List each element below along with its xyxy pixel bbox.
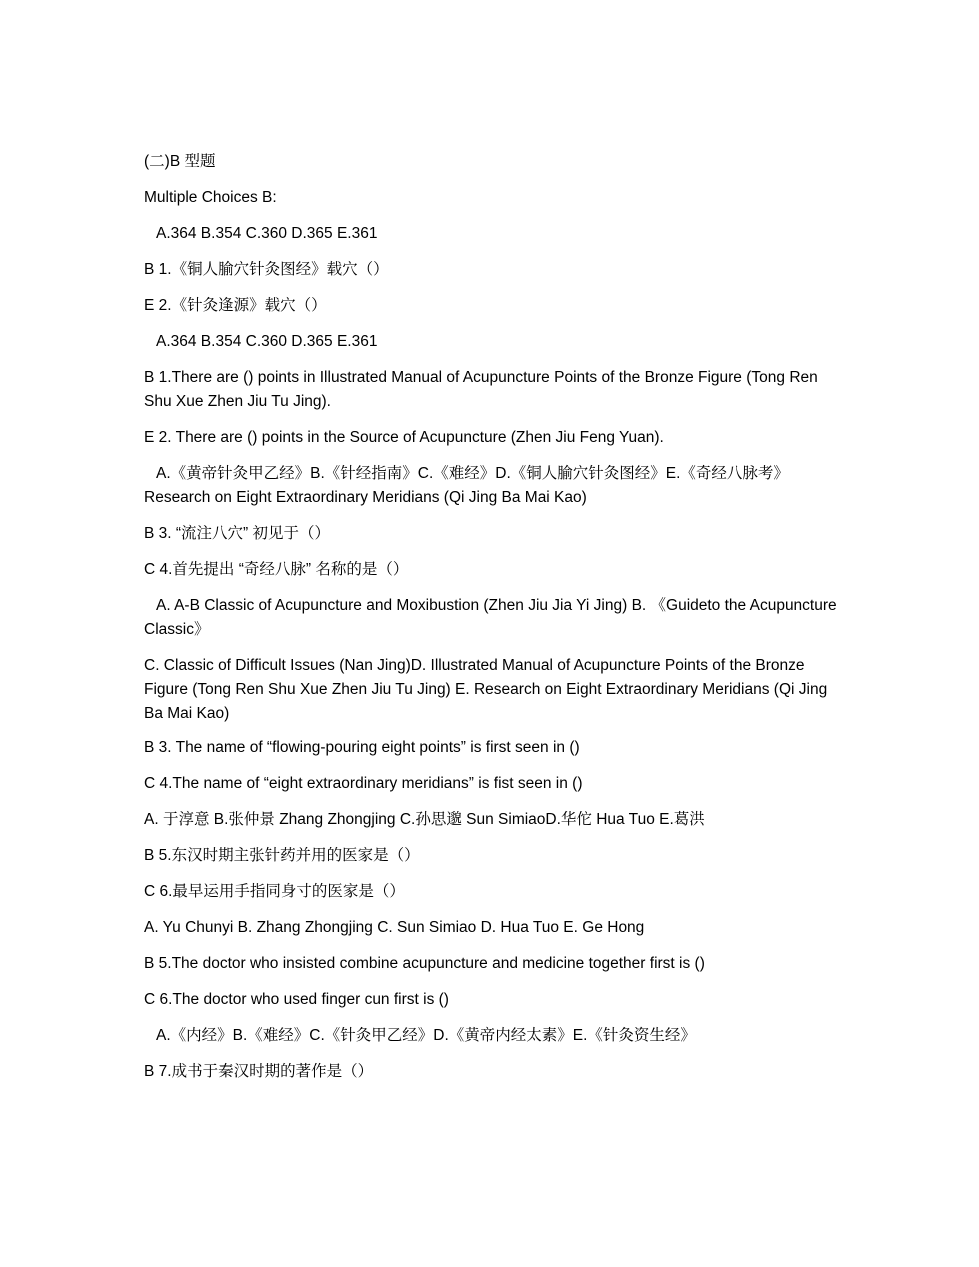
question-text: B 3. “流注八穴” 初见于（） — [144, 525, 331, 542]
question-text: B 5.东汉时期主张针药并用的医家是（） — [144, 847, 420, 864]
question-text: E 2. There are () points in the Source of Acupuncture (Zhen Jiu Feng Yuan). — [144, 429, 664, 446]
answer-options: A.364 B.354 C.360 D.365 E.361 — [156, 333, 378, 350]
answer-options: A.364 B.354 C.360 D.365 E.361 — [156, 225, 378, 242]
question-text: C 6.最早运用手指同身寸的医家是（） — [144, 883, 405, 900]
question-text: C 4.The name of “eight extraordinary meridians” is fist seen in () — [144, 775, 583, 792]
question-text: B 7.成书于秦汉时期的著作是（） — [144, 1063, 374, 1080]
question-text: C 6.The doctor who used finger cun first is () — [144, 991, 449, 1008]
answer-options: A. 于淳意 B.张仲景 Zhang Zhongjing C.孙思邈 Sun SimiaoD.华佗 Hua Tuo E.葛洪 — [144, 811, 705, 828]
answer-options: A.《内经》B.《难经》C.《针灸甲乙经》D.《黄帝内经太素》E.《针灸资生经》 — [156, 1027, 696, 1044]
question-text: E 2.《针灸逢源》载穴（） — [144, 297, 327, 314]
question-text: B 1.There are () points in Illustrated Manual of Acupuncture Points of the Bronze Figure (Tong Ren Shu Xue Zhen Jiu Tu Jing). — [144, 369, 818, 410]
answer-options: A. Yu Chunyi B. Zhang Zhongjing C. Sun Simiao D. Hua Tuo E. Ge Hong — [144, 919, 645, 936]
section-subheading: Multiple Choices B: — [144, 189, 277, 206]
answer-options: C. Classic of Difficult Issues (Nan Jing)D. Illustrated Manual of Acupuncture Points of the Bronze Figure (Tong Ren Shu Xue Zhen Jiu Tu Jing) E. Research on Eight Extraordinary Meridians (Qi Jing Ba Mai Kao) — [144, 657, 828, 722]
answer-options: A.《黄帝针灸甲乙经》B.《针经指南》C.《难经》D.《铜人腧穴针灸图经》E.《奇经八脉考》Research on Eight Extraordinary Meridians (Qi Jing Ba Mai Kao) — [144, 465, 789, 506]
question-text: B 1.《铜人腧穴针灸图经》载穴（） — [144, 261, 389, 278]
document-body — [144, 150, 844, 1096]
question-text: B 3. The name of “flowing-pouring eight points” is first seen in () — [144, 739, 580, 756]
section-heading: (二)B 型题 — [144, 153, 216, 170]
question-text: B 5.The doctor who insisted combine acupuncture and medicine together first is () — [144, 955, 705, 972]
answer-options: A. A-B Classic of Acupuncture and Moxibustion (Zhen Jiu Jia Yi Jing) B. 《Guideto the Acupuncture Classic》 — [144, 597, 837, 638]
question-text: C 4.首先提出 “奇经八脉” 名称的是（） — [144, 561, 409, 578]
